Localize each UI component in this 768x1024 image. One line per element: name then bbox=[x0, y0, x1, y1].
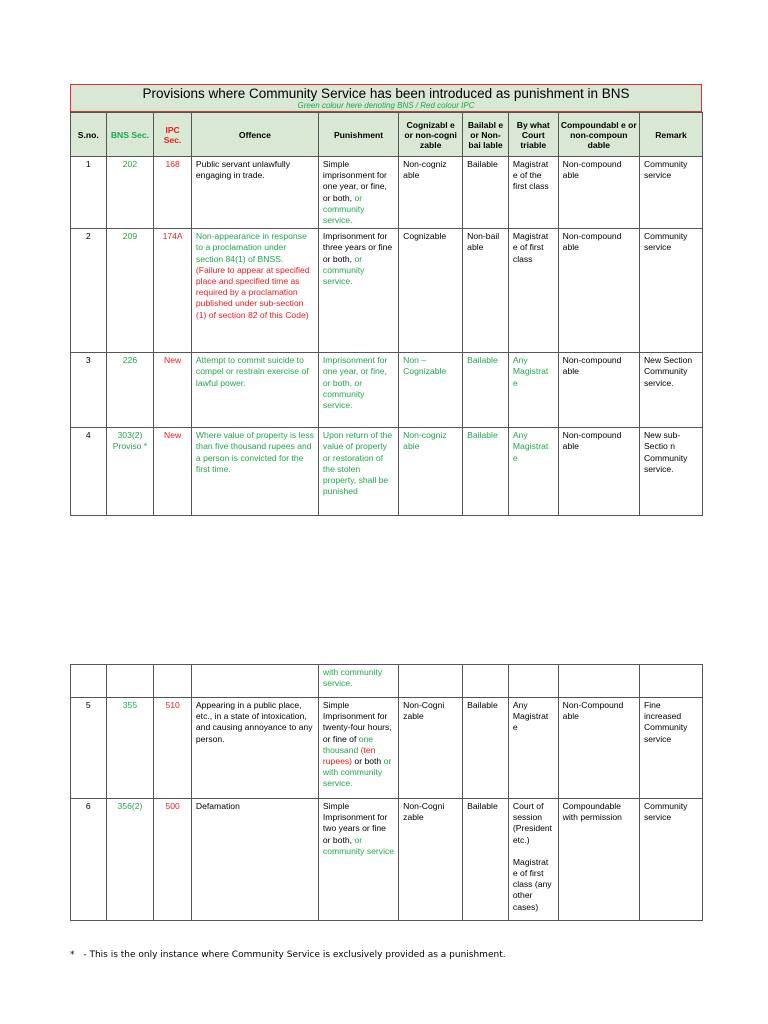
cell-offence-segment: Public servant unlawfully engaging in trade. bbox=[195, 159, 291, 181]
cell-empty bbox=[191, 665, 318, 698]
cell-offence-segment: (Failure to appear at specified place and specified time as required by a proclamation published under sub-section (1) of section 82 of this Code) bbox=[195, 264, 310, 320]
cell-cognizable: Non-cogniz able bbox=[399, 157, 463, 229]
table-row bbox=[71, 157, 703, 229]
cell-remark: Community service bbox=[639, 799, 702, 921]
cell-sno: 4 bbox=[71, 428, 107, 516]
cell-offence-segment: Non-appearance in response to a proclamation under section 84(1) of BNSS. bbox=[195, 231, 307, 264]
cell-punishment-segment: Simple Imprisonment for twenty-four hours, or fine of bbox=[322, 700, 392, 744]
cell-cognizable: Non-Cogni zable bbox=[399, 799, 463, 921]
cell-remark: Community service bbox=[639, 157, 702, 229]
cell-punishment-segment: Imprisonment for three years or fine or both, bbox=[322, 231, 393, 264]
cell-ipc-section: 174A bbox=[154, 229, 192, 353]
cell-offence-segment: Appearing in a public place, etc., in a state of intoxication, and causing annoyance to any person. bbox=[195, 700, 313, 744]
cell-punishment bbox=[318, 353, 398, 428]
cell-bailable: Bailable bbox=[463, 353, 509, 428]
triable-part: Magistrat e of first class (any other cases) bbox=[512, 856, 552, 912]
cell-triable bbox=[508, 799, 558, 921]
cell-offence bbox=[191, 157, 318, 229]
cell-triable: Any Magistrat e bbox=[508, 353, 558, 428]
cell-punishment-segment: Simple imprisonment for one year, or fine, or both, bbox=[322, 159, 387, 203]
cell-punishment-segment: or community service. bbox=[322, 192, 365, 226]
cell-compoundable: Non-compound able bbox=[558, 353, 639, 428]
cell-bns-section: 355 bbox=[106, 698, 154, 799]
cell-punishment bbox=[318, 698, 398, 799]
cell-sno: 5 bbox=[71, 698, 107, 799]
cell-remark: New Section Community service. bbox=[639, 353, 702, 428]
footnote-text: - This is the only instance where Community Service is exclusively provided as a punishment. bbox=[80, 950, 506, 960]
cell-remark: Community service bbox=[639, 229, 702, 353]
cell-punishment bbox=[318, 157, 398, 229]
cell-bailable: Bailable bbox=[463, 799, 509, 921]
cell-compoundable: Compoundable with permission bbox=[558, 799, 639, 921]
cell-compoundable: Non-compound able bbox=[558, 229, 639, 353]
cell-offence-segment: Defamation bbox=[195, 801, 240, 811]
cell-offence bbox=[191, 698, 318, 799]
cell-punishment-segment: (ten rupees) bbox=[322, 744, 376, 767]
cell-triable: Any Magistrat e bbox=[508, 428, 558, 516]
table-row bbox=[71, 229, 703, 353]
cell-bns-section: 356(2) bbox=[106, 799, 154, 921]
cell-sno: 6 bbox=[71, 799, 107, 921]
cell-punishment-segment: one thousand bbox=[322, 733, 374, 755]
footnote bbox=[70, 950, 506, 960]
cell-compoundable: Non-Compound able bbox=[558, 698, 639, 799]
cell-offence bbox=[191, 799, 318, 921]
table-row bbox=[71, 698, 703, 799]
cell-bns-section: 202 bbox=[106, 157, 154, 229]
cell-punishment bbox=[318, 428, 398, 516]
cell-bailable: Bailable bbox=[463, 698, 509, 799]
table-subtitle: Green colour here denoting BNS / Red colour IPC bbox=[297, 101, 475, 110]
cell-punishment bbox=[318, 799, 398, 921]
cell-empty bbox=[106, 665, 154, 698]
table-row bbox=[71, 428, 703, 516]
cell-triable: Any Magistrat e bbox=[508, 698, 558, 799]
continuation-row bbox=[71, 665, 703, 698]
cell-punishment-segment: or community service. bbox=[322, 253, 365, 287]
triable-part: Court of session (President etc.) bbox=[512, 801, 553, 845]
cell-punishment-segment: Upon return of the value of property or restoration of the stolen property, shall be punished bbox=[322, 430, 393, 497]
table-title: Provisions where Community Service has been introduced as punishment in BNS bbox=[142, 86, 630, 101]
cell-empty bbox=[154, 665, 192, 698]
header-bns: BNS Sec. bbox=[106, 113, 154, 157]
cell-sno: 2 bbox=[71, 229, 107, 353]
cell-cognizable: Non-Cogni zable bbox=[399, 698, 463, 799]
header-ipc: IPC Sec. bbox=[154, 113, 192, 157]
cell-offence bbox=[191, 428, 318, 516]
cell-compoundable: Non-compound able bbox=[558, 428, 639, 516]
cell-punishment-continued: with community service. bbox=[318, 665, 398, 698]
header-cognizable: Cognizabl e or non-cogni zable bbox=[399, 113, 463, 157]
cell-punishment-segment: or with community service. bbox=[322, 756, 392, 789]
cell-empty bbox=[639, 665, 702, 698]
cell-offence-segment: Attempt to commit suicide to compel or restrain exercise of lawful power. bbox=[195, 355, 309, 388]
header-triable: By what Court triable bbox=[508, 113, 558, 157]
cell-ipc-section: New bbox=[154, 428, 192, 516]
cell-punishment-segment: Simple Imprisonment for two years or fine or both, bbox=[322, 801, 388, 845]
cell-ipc-section: 510 bbox=[154, 698, 192, 799]
table-row bbox=[71, 353, 703, 428]
cell-punishment-segment: or both bbox=[352, 756, 384, 767]
cell-offence bbox=[191, 353, 318, 428]
table-title-box bbox=[70, 84, 702, 112]
cell-offence bbox=[191, 229, 318, 353]
cell-ipc-section: New bbox=[154, 353, 192, 428]
cell-empty bbox=[463, 665, 509, 698]
cell-empty bbox=[558, 665, 639, 698]
header-compoundable: Compoundabl e or non-compoun dable bbox=[558, 113, 639, 157]
header-punishment: Punishment bbox=[318, 113, 398, 157]
footnote-star: * bbox=[70, 950, 75, 960]
header-sno: S.no. bbox=[71, 113, 107, 157]
cell-triable: Magistrat e of the first class bbox=[508, 157, 558, 229]
cell-sno: 3 bbox=[71, 353, 107, 428]
cell-bailable: Bailable bbox=[463, 428, 509, 516]
cell-ipc-section: 168 bbox=[154, 157, 192, 229]
cell-triable: Magistrat e of first class bbox=[508, 229, 558, 353]
cell-offence-segment: Where value of property is less than five thousand rupees and a person is convicted for the first time. bbox=[195, 430, 314, 474]
cell-bns-section: 209 bbox=[106, 229, 154, 353]
cell-empty bbox=[399, 665, 463, 698]
cell-bailable: Non-bail able bbox=[463, 229, 509, 353]
provisions-table bbox=[70, 112, 703, 516]
header-row bbox=[71, 113, 703, 157]
cell-cognizable: Non – Cognizable bbox=[399, 353, 463, 428]
cell-remark: Fine increased Community service bbox=[639, 698, 702, 799]
cell-cognizable: Cognizable bbox=[399, 229, 463, 353]
cell-empty bbox=[508, 665, 558, 698]
cell-bns-section: 303(2) Proviso * bbox=[106, 428, 154, 516]
header-remark: Remark bbox=[639, 113, 702, 157]
cell-compoundable: Non-compound able bbox=[558, 157, 639, 229]
header-bailable: Bailabl e or Non-bai lable bbox=[463, 113, 509, 157]
cell-bailable: Bailable bbox=[463, 157, 509, 229]
cell-punishment-segment: or community service bbox=[322, 834, 395, 856]
cell-cognizable: Non-cogniz able bbox=[399, 428, 463, 516]
provisions-table-continued bbox=[70, 664, 703, 921]
cell-ipc-section: 500 bbox=[154, 799, 192, 921]
cell-empty bbox=[71, 665, 107, 698]
header-offence: Offence bbox=[191, 113, 318, 157]
table-row bbox=[71, 799, 703, 921]
cell-remark: New sub-Sectio n Community service. bbox=[639, 428, 702, 516]
cell-sno: 1 bbox=[71, 157, 107, 229]
cell-punishment bbox=[318, 229, 398, 353]
cell-punishment-segment: Imprisonment for one year, or fine, or both, or community service. bbox=[322, 355, 388, 411]
cell-bns-section: 226 bbox=[106, 353, 154, 428]
